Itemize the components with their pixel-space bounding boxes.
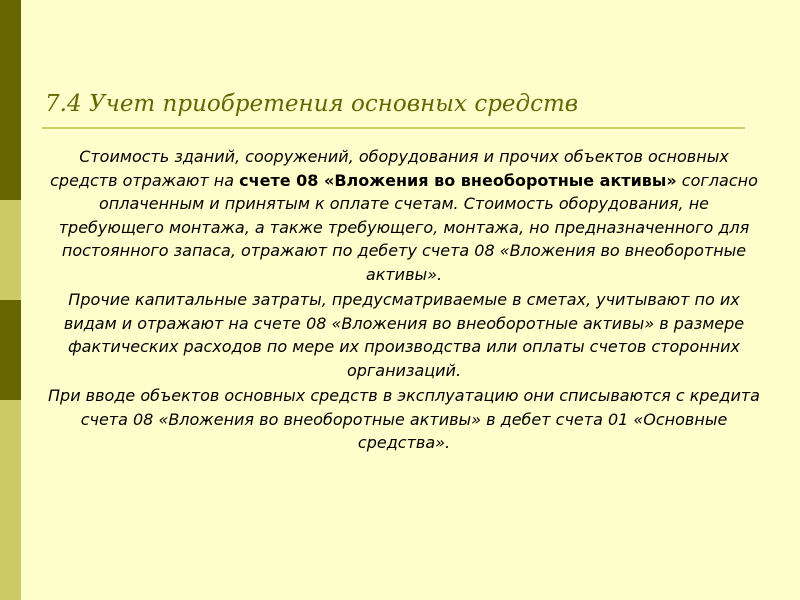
paragraph-2: Прочие капитальные затраты, предусматриваемые в сметах, учитывают по их видам и отражают на счете 08 «Вложения во внеоборотные активы» в размере фактических расходов по мере их производства или оплаты счетов сторонних организаций.	[63, 290, 745, 380]
paragraph-1	[48, 145, 760, 286]
slide-body	[48, 145, 760, 455]
title-underline	[42, 127, 745, 129]
paragraph-3: При вводе объектов основных средств в эксплуатацию они списываются с кредита счета 08 «Вложения во внеоборотные активы» в дебет счета 01 «Основные средства».	[48, 386, 760, 452]
left-stripe-dark-middle	[0, 300, 21, 400]
left-stripe-dark-top	[0, 0, 21, 200]
paragraph-1-text-start: Стоимость зданий, сооружений, оборудования и прочих объектов основных средств отражают на	[50, 147, 729, 190]
left-stripe-light-bottom	[0, 400, 21, 600]
paragraph-1-text-end: согласно оплаченным и принятым к оплате счетам. Стоимость оборудования, не требующего монтажа, а также требующего, монтажа, но предназначенного для постоянного запаса, отражают по дебету счета 08 «Вложения во внеоборотные активы».	[58, 170, 758, 284]
left-stripe-light	[0, 200, 21, 300]
slide-title: 7.4 Учет приобретения основных средств	[45, 91, 579, 117]
paragraph-1-bold-text: счете 08 «Вложения во внеоборотные активы»	[239, 170, 677, 190]
